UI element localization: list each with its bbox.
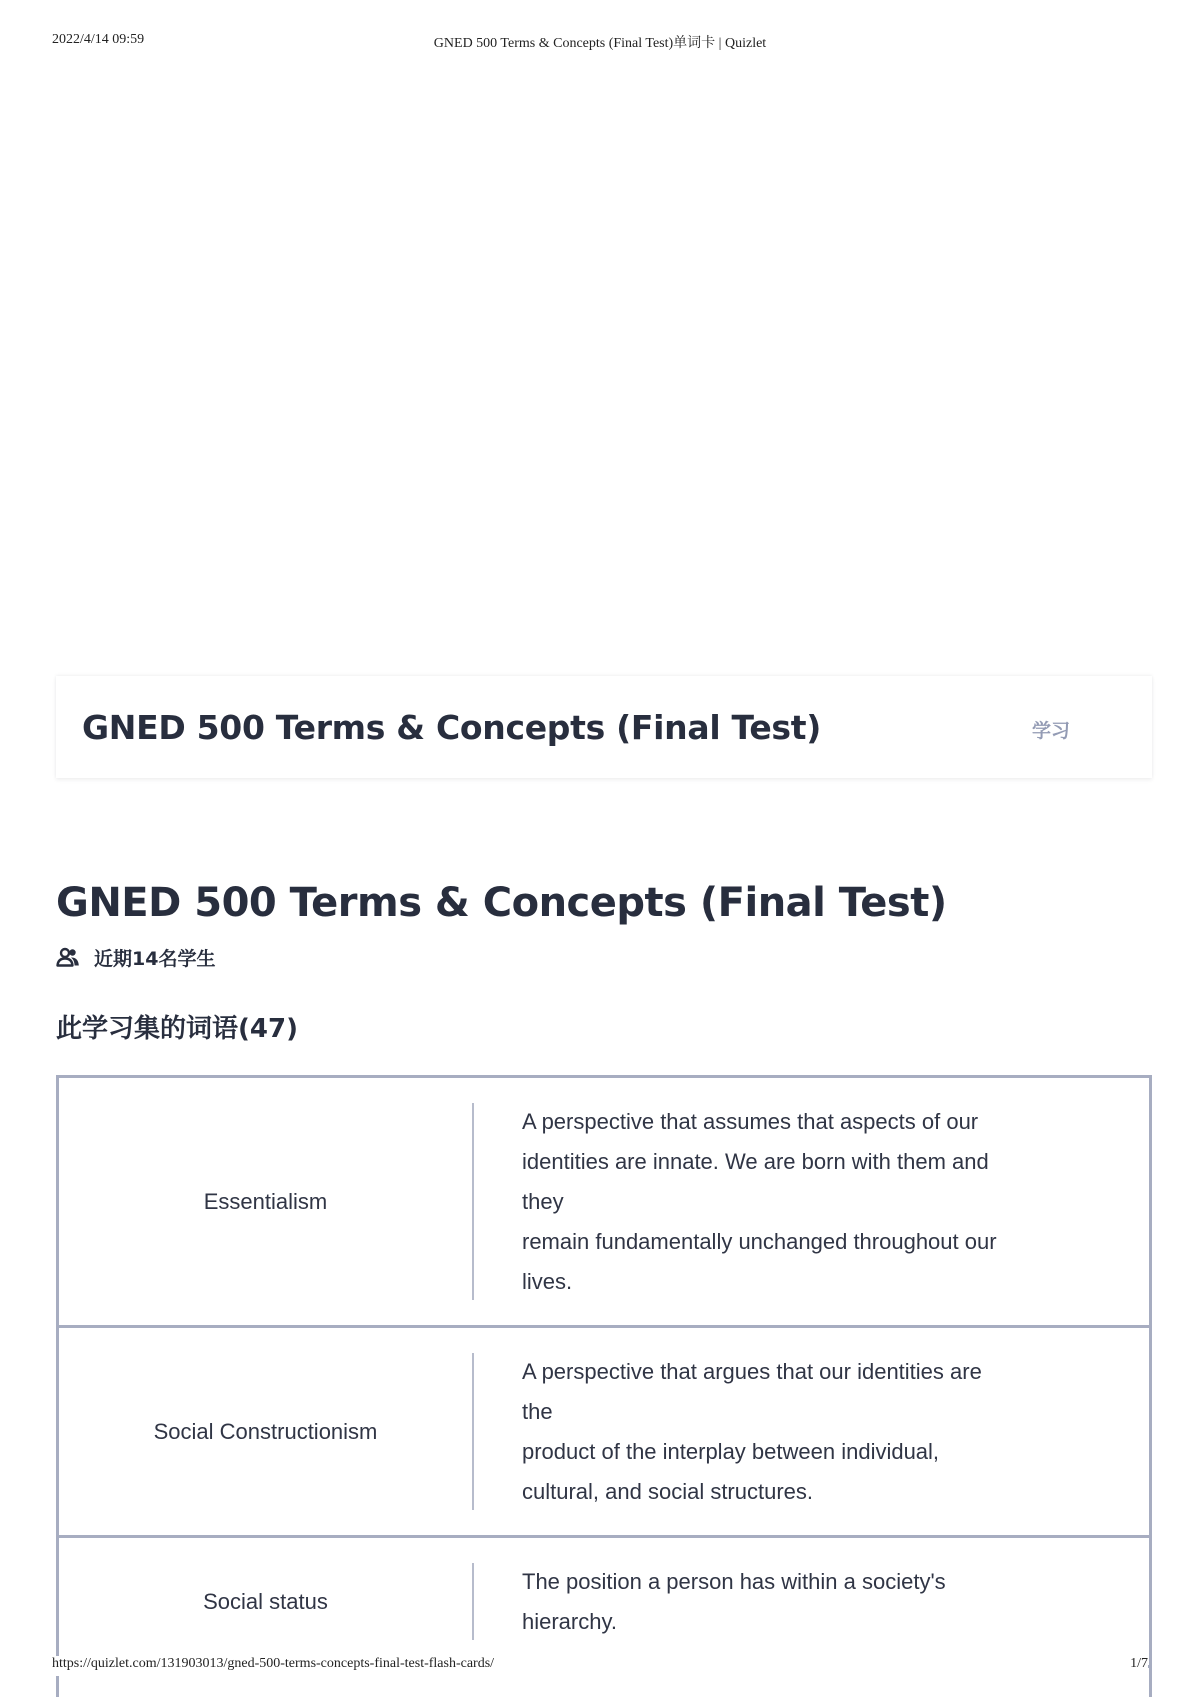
term-word: Social Constructionism <box>153 1418 378 1444</box>
print-url: https://quizlet.com/131903013/gned-500-terms-concepts-final-test-flash-cards/ <box>52 1656 495 1671</box>
term-word: Social status <box>203 1588 328 1614</box>
print-footer <box>52 1656 1148 1676</box>
term-word: Essentialism <box>203 1188 328 1214</box>
print-datetime: 2022/4/14 09:59 <box>52 32 145 47</box>
term-definition: A perspective that argues that our identities are the product of the interplay between individual, cultural, and social structures. <box>522 1358 982 1504</box>
recent-students-label: 近期14名学生 <box>94 947 216 970</box>
sticky-set-header <box>56 676 1152 778</box>
term-definition: A perspective that assumes that aspects of our identities are innate. We are born with them and they remain fundamentally unchanged throughout our lives. <box>522 1108 997 1294</box>
term-row <box>59 1328 1149 1538</box>
row-divider <box>472 1353 474 1510</box>
print-header <box>52 32 1148 52</box>
page-title: GNED 500 Terms & Concepts (Final Test) <box>56 880 947 926</box>
print-page-title: GNED 500 Terms & Concepts (Final Test)单词卡 | Quizlet <box>433 36 767 51</box>
users-icon <box>56 947 80 967</box>
page-number: 1/7 <box>1130 1656 1148 1671</box>
term-row <box>59 1078 1149 1328</box>
term-definition: The position a person has within a society's hierarchy. <box>522 1568 946 1634</box>
terms-heading: 此学习集的词语(47) <box>56 1014 298 1044</box>
terms-table <box>56 1075 1152 1697</box>
banner-set-title: GNED 500 Terms & Concepts (Final Test) <box>82 708 822 747</box>
term-row <box>59 1538 1149 1668</box>
row-divider <box>472 1103 474 1300</box>
row-divider <box>472 1563 474 1640</box>
recent-students <box>56 944 215 970</box>
study-link[interactable]: 学习 <box>1032 720 1071 742</box>
